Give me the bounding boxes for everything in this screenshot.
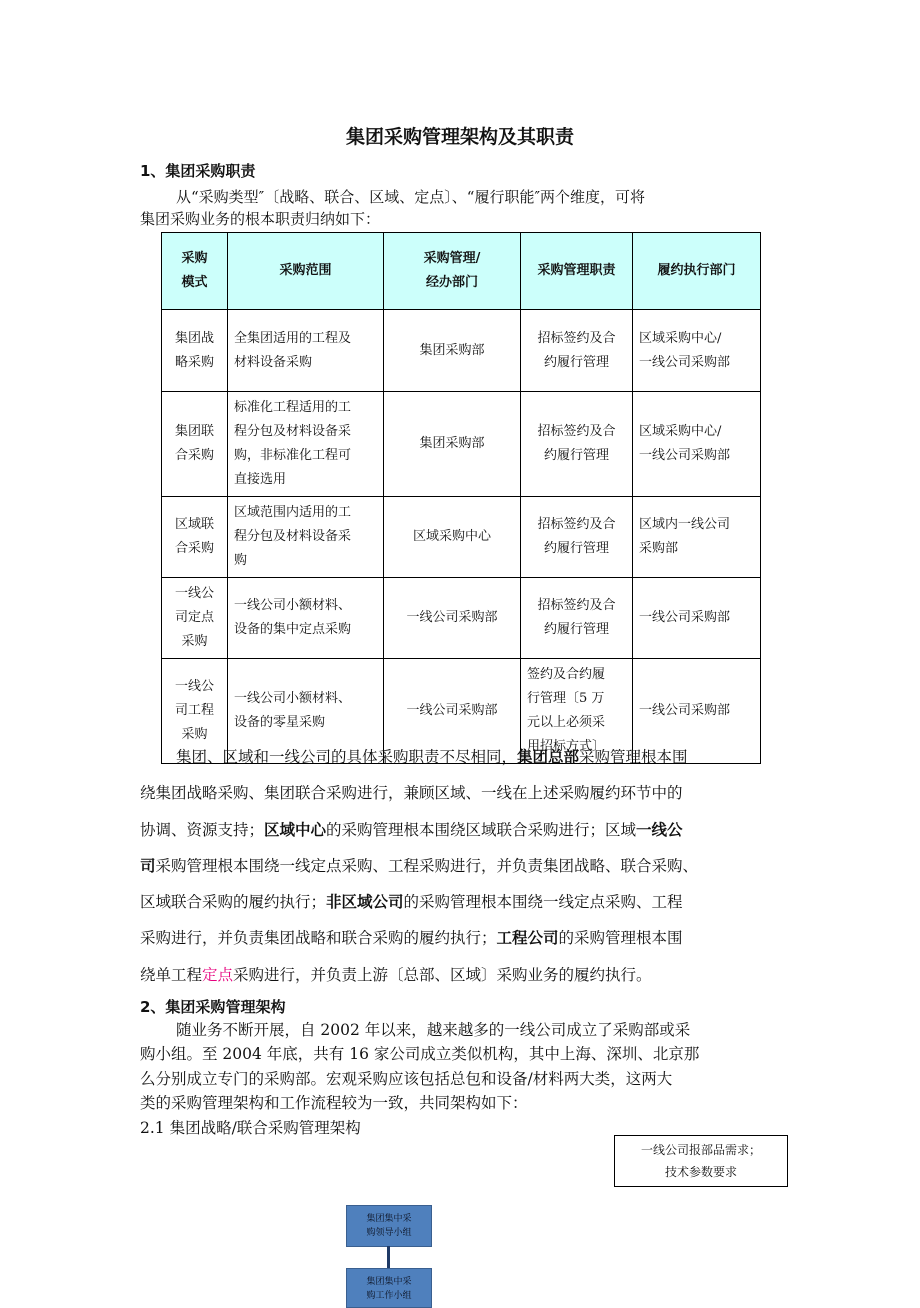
- cell-duty: 招标签约及合 约履行管理: [521, 310, 633, 392]
- page-title: 集团采购管理架构及其职责: [345, 126, 574, 148]
- header-scope: 采购范围: [228, 233, 384, 310]
- request-box: [614, 1135, 788, 1187]
- cell-scope: 标准化工程适用的工 程分包及材料设备采 购，非标准化工程可 直接选用: [228, 392, 384, 497]
- highlighted-text: 定点: [202, 965, 234, 984]
- cell-exec: 区域采购中心/ 一线公司采购部: [633, 392, 761, 497]
- cell-exec: 一线公司采购部: [633, 578, 761, 659]
- header-exec: 履约执行部门: [633, 233, 761, 310]
- paragraph-line: 购小组。至 2004 年底，共有 16 家公司成立类似机构，其中上海、深圳、北京那: [140, 1045, 700, 1064]
- intro-line: 从“采购类型″〔战略、联合、区域、定点〕、“履行职能″两个维度，可将: [176, 188, 646, 206]
- procurement-duty-table: [161, 232, 761, 764]
- paragraph-line: 么分别成立专门的采购部。宏观采购应该包括总包和设备/材料两大类，这两大: [140, 1069, 673, 1088]
- cell-mode: 一线公 司工程 采购: [162, 659, 228, 764]
- table-row: [162, 310, 761, 392]
- section-1-intro: [140, 186, 782, 230]
- cell-scope: 全集团适用的工程及 材料设备采购: [228, 310, 384, 392]
- paragraph-line: 区域联合采购的履约执行；非区域公司的采购管理根本围绕一线定点采购、工程: [140, 893, 683, 912]
- cell-duty: 招标签约及合 约履行管理: [521, 392, 633, 497]
- cell-scope: 区域范围内适用的工 程分包及材料设备采 购: [228, 497, 384, 578]
- paragraph-line: 绕单工程定点采购进行，并负责上游〔总部、区域〕采购业务的履约执行。: [140, 965, 652, 984]
- header-duty: 采购管理职责: [521, 233, 633, 310]
- cell-exec: 区域采购中心/ 一线公司采购部: [633, 310, 761, 392]
- cell-duty: 招标签约及合 约履行管理: [521, 578, 633, 659]
- section-2-paragraph: [140, 1018, 782, 1140]
- org-box-working-group: 集团集中采 购工作小组: [346, 1268, 432, 1308]
- table-row: [162, 578, 761, 659]
- paragraph-line: 司采购管理根本围绕一线定点采购、工程采购进行，并负责集团战略、联合采购、: [140, 856, 699, 875]
- cell-scope: 一线公司小额材料、 设备的零星采购: [228, 659, 384, 764]
- table-row: [162, 497, 761, 578]
- intro-line: 集团采购业务的根本职责归纳如下：: [140, 210, 381, 228]
- org-box-leadership-group: 集团集中采 购领导小组: [346, 1205, 432, 1247]
- header-dept: 采购管理/ 经办部门: [384, 233, 521, 310]
- section-2-heading: 2、集团采购管理架构: [140, 998, 286, 1016]
- paragraph-line: 类的采购管理架构和工作流程较为一致，共同架构如下：: [140, 1094, 528, 1113]
- cell-mode: 集团战 略采购: [162, 310, 228, 392]
- cell-dept: 区域采购中心: [384, 497, 521, 578]
- cell-mode: 区域联 合采购: [162, 497, 228, 578]
- cell-dept: 集团采购部: [384, 392, 521, 497]
- cell-dept: 一线公司采购部: [384, 578, 521, 659]
- cell-dept: 集团采购部: [384, 310, 521, 392]
- cell-duty: 招标签约及合 约履行管理: [521, 497, 633, 578]
- cell-exec: 区域内一线公司 采购部: [633, 497, 761, 578]
- request-box-line: 一线公司报部品需求；: [640, 1143, 761, 1157]
- cell-mode: 集团联 合采购: [162, 392, 228, 497]
- paragraph-line: 协调、资源支持；区域中心的采购管理根本围绕区域联合采购进行；区域一线公: [140, 820, 683, 839]
- paragraph-line: 随业务不断开展，自 2002 年以来，越来越多的一线公司成立了采购部或采: [176, 1021, 691, 1039]
- subsection-heading: 2.1 集团战略/联合采购管理架构: [140, 1118, 361, 1137]
- section-1-heading: 1、集团采购职责: [140, 162, 256, 180]
- cell-exec: 一线公司采购部: [633, 659, 761, 764]
- request-box-line: 技术参数要求: [664, 1165, 737, 1179]
- paragraph-line: 集团、区域和一线公司的具体采购职责不尽相同，集团总部采购管理根本围: [176, 748, 688, 766]
- cell-mode: 一线公 司定点 采购: [162, 578, 228, 659]
- cell-scope: 一线公司小额材料、 设备的集中定点采购: [228, 578, 384, 659]
- header-mode: 采购 模式: [162, 233, 228, 310]
- org-connector-line: [387, 1246, 390, 1268]
- paragraph-line: 采购进行，并负责集团战略和联合采购的履约执行；工程公司的采购管理根本围: [140, 929, 683, 948]
- duty-description-paragraph: [140, 739, 782, 993]
- paragraph-line: 绕集团战略采购、集团联合采购进行，兼顾区域、一线在上述采购履约环节中的: [140, 784, 683, 803]
- table-row: [162, 392, 761, 497]
- table-header-row: [162, 233, 761, 310]
- cell-dept: 一线公司采购部: [384, 659, 521, 764]
- cell-duty: 签约及合约履 行管理〔5 万 元以上必须采 用招标方式〕: [521, 659, 633, 764]
